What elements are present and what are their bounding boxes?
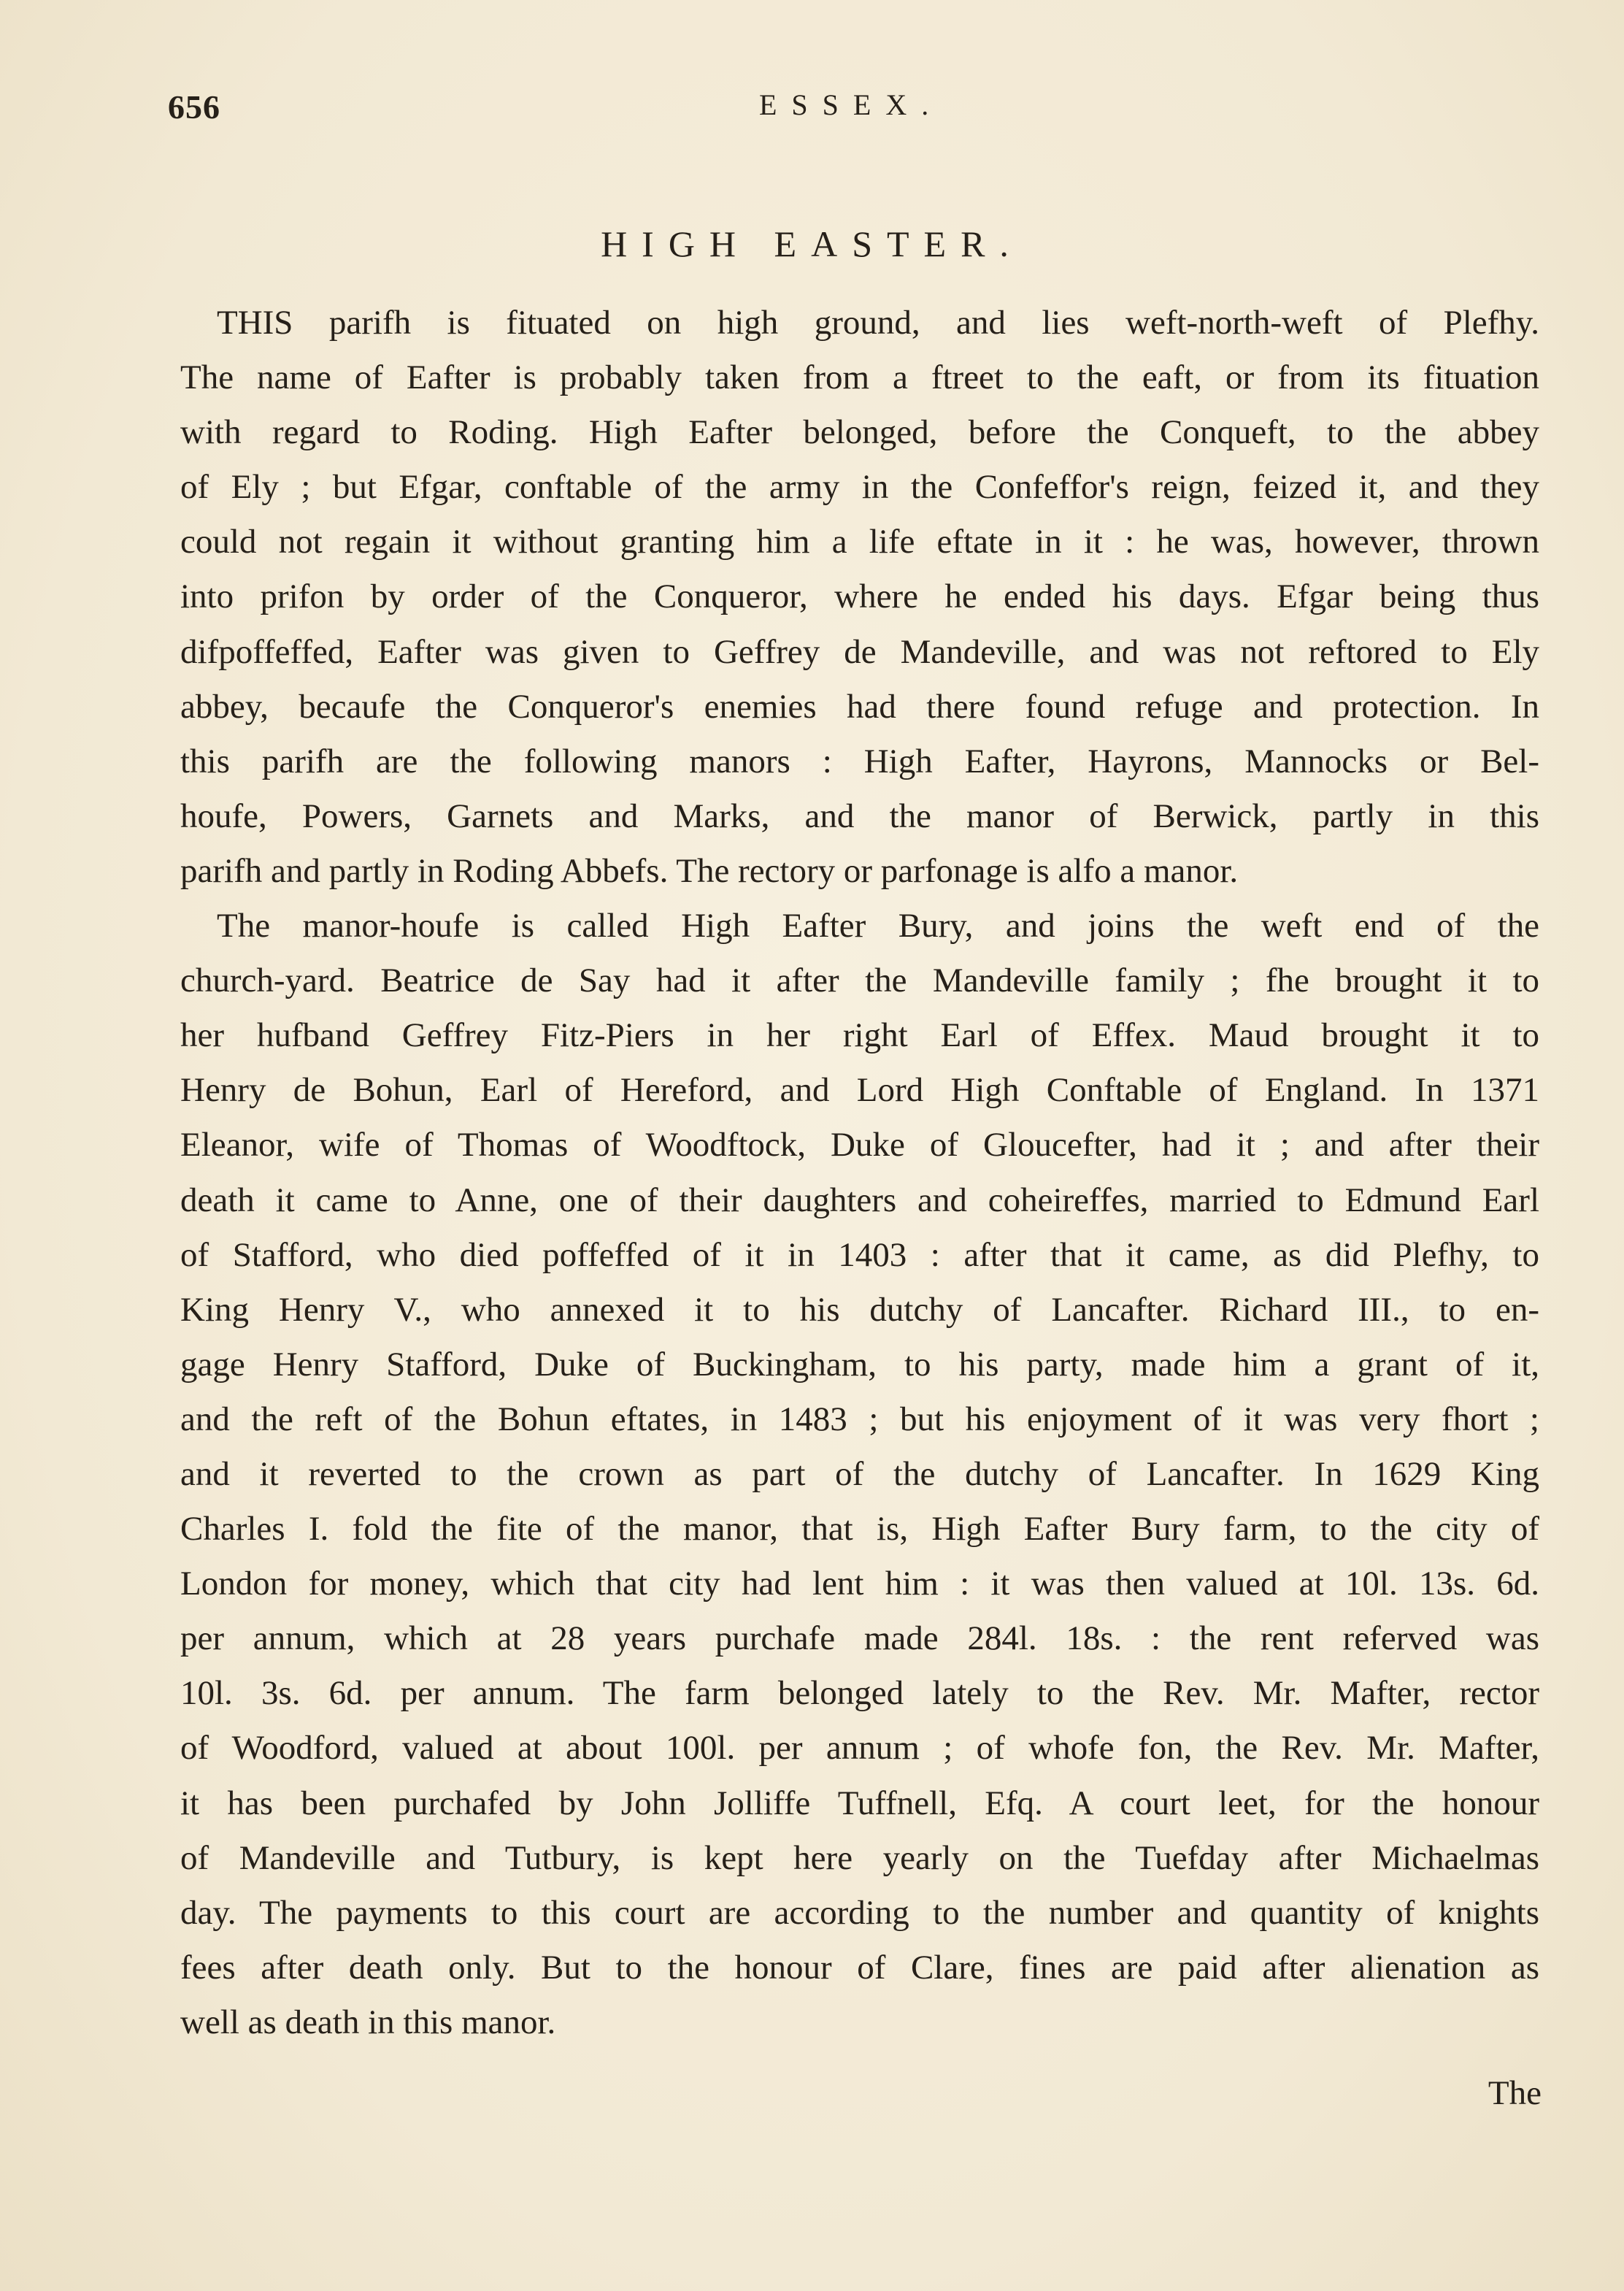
text-line: houfe, Powers, Garnets and Marks, and the manor of Berwick, partly in this — [180, 797, 1539, 835]
running-title: ESSEX. — [759, 88, 944, 121]
text-line: of Mandeville and Tutbury, is kept here yearly on the Tuefday after Michaelmas — [180, 1838, 1539, 1877]
text-line: well as death in this manor. — [180, 2003, 556, 2041]
text-line: and it reverted to the crown as part of the dutchy of Lancafter. In 1629 King — [180, 1454, 1539, 1493]
text-line: and the reft of the Bohun eftates, in 1483 ; but his enjoyment of it was very fhort ; — [180, 1400, 1539, 1438]
text-line: it has been purchafed by John Jolliffe Tuffnell, Efq. A court leet, for the honour — [180, 1784, 1539, 1822]
text-line: abbey, becaufe the Conqueror's enemies had there found refuge and protection. In — [180, 687, 1539, 726]
catchword: The — [1488, 2074, 1542, 2112]
text-line: 10l. 3s. 6d. per annum. The farm belonged lately to the Rev. Mr. Mafter, rector — [180, 1674, 1539, 1713]
text-line: church-yard. Beatrice de Say had it after the Mandeville family ; fhe brought it to — [180, 962, 1539, 1000]
running-head — [168, 88, 1540, 131]
section-title: HIGH EASTER. — [601, 223, 1023, 264]
text-line: The name of Eafter is probably taken from a ftreet to the eaft, or from its fituation — [180, 358, 1539, 397]
text-line: this parifh are the following manors : High Eafter, Hayrons, Mannocks or Bel- — [180, 742, 1539, 780]
text-line: Eleanor, wife of Thomas of Woodftock, Duke of Gloucefter, had it ; and after their — [180, 1126, 1539, 1164]
text-line: The manor-houfe is called High Eafter Bury, and joins the weft end of the — [217, 907, 1539, 945]
text-line: gage Henry Stafford, Duke of Buckingham, to his party, made him a grant of it, — [180, 1345, 1539, 1384]
text-line: into prifon by order of the Conqueror, where he ended his days. Efgar being thus — [180, 577, 1539, 616]
text-line: death it came to Anne, one of their daughters and coheireffes, married to Edmund Earl — [180, 1181, 1539, 1219]
paragraph — [180, 296, 1539, 899]
text-line: King Henry V., who annexed it to his dutchy of Lancafter. Richard III., to en- — [180, 1290, 1539, 1329]
text-line: of Ely ; but Efgar, conftable of the army in the Confeffor's reign, feized it, and they — [180, 468, 1539, 507]
paragraph — [180, 899, 1539, 2050]
text-line: fees after death only. But to the honour of Clare, fines are paid after alienation as — [180, 1948, 1539, 1987]
text-line: THIS parifh is fituated on high ground, and lies weft-north-weft of Plefhy. — [217, 304, 1539, 342]
text-line: could not regain it without granting him a life eftate in it : he was, however, thrown — [180, 523, 1539, 561]
body-text — [180, 296, 1539, 2050]
text-line: difpoffeffed, Eafter was given to Geffrey de Mandeville, and was not reftored to Ely — [180, 632, 1539, 671]
text-line: parifh and partly in Roding Abbefs. The rectory or parfonage is alfo a manor. — [180, 851, 1239, 890]
text-line: Henry de Bohun, Earl of Hereford, and Lord High Conftable of England. In 1371 — [180, 1071, 1539, 1110]
text-line: per annum, which at 28 years purchafe made 284l. 18s. : the rent referved was — [180, 1619, 1539, 1658]
text-line: day. The payments to this court are according to the number and quantity of knights — [180, 1893, 1539, 1932]
text-line: of Stafford, who died poffeffed of it in 1403 : after that it came, as did Plefhy, to — [180, 1235, 1539, 1274]
text-line: of Woodford, valued at about 100l. per annum ; of whofe fon, the Rev. Mr. Mafter, — [180, 1729, 1539, 1768]
text-line: with regard to Roding. High Eafter belonged, before the Conqueft, to the abbey — [180, 413, 1539, 452]
text-line: Charles I. fold the fite of the manor, that is, High Eafter Bury farm, to the city of — [180, 1510, 1539, 1549]
text-line: London for money, which that city had lent him : it was then valued at 10l. 13s. 6d. — [180, 1565, 1539, 1603]
text-line: her hufband Geffrey Fitz-Piers in her right Earl of Effex. Maud brought it to — [180, 1016, 1539, 1055]
page-number: 656 — [168, 88, 220, 126]
